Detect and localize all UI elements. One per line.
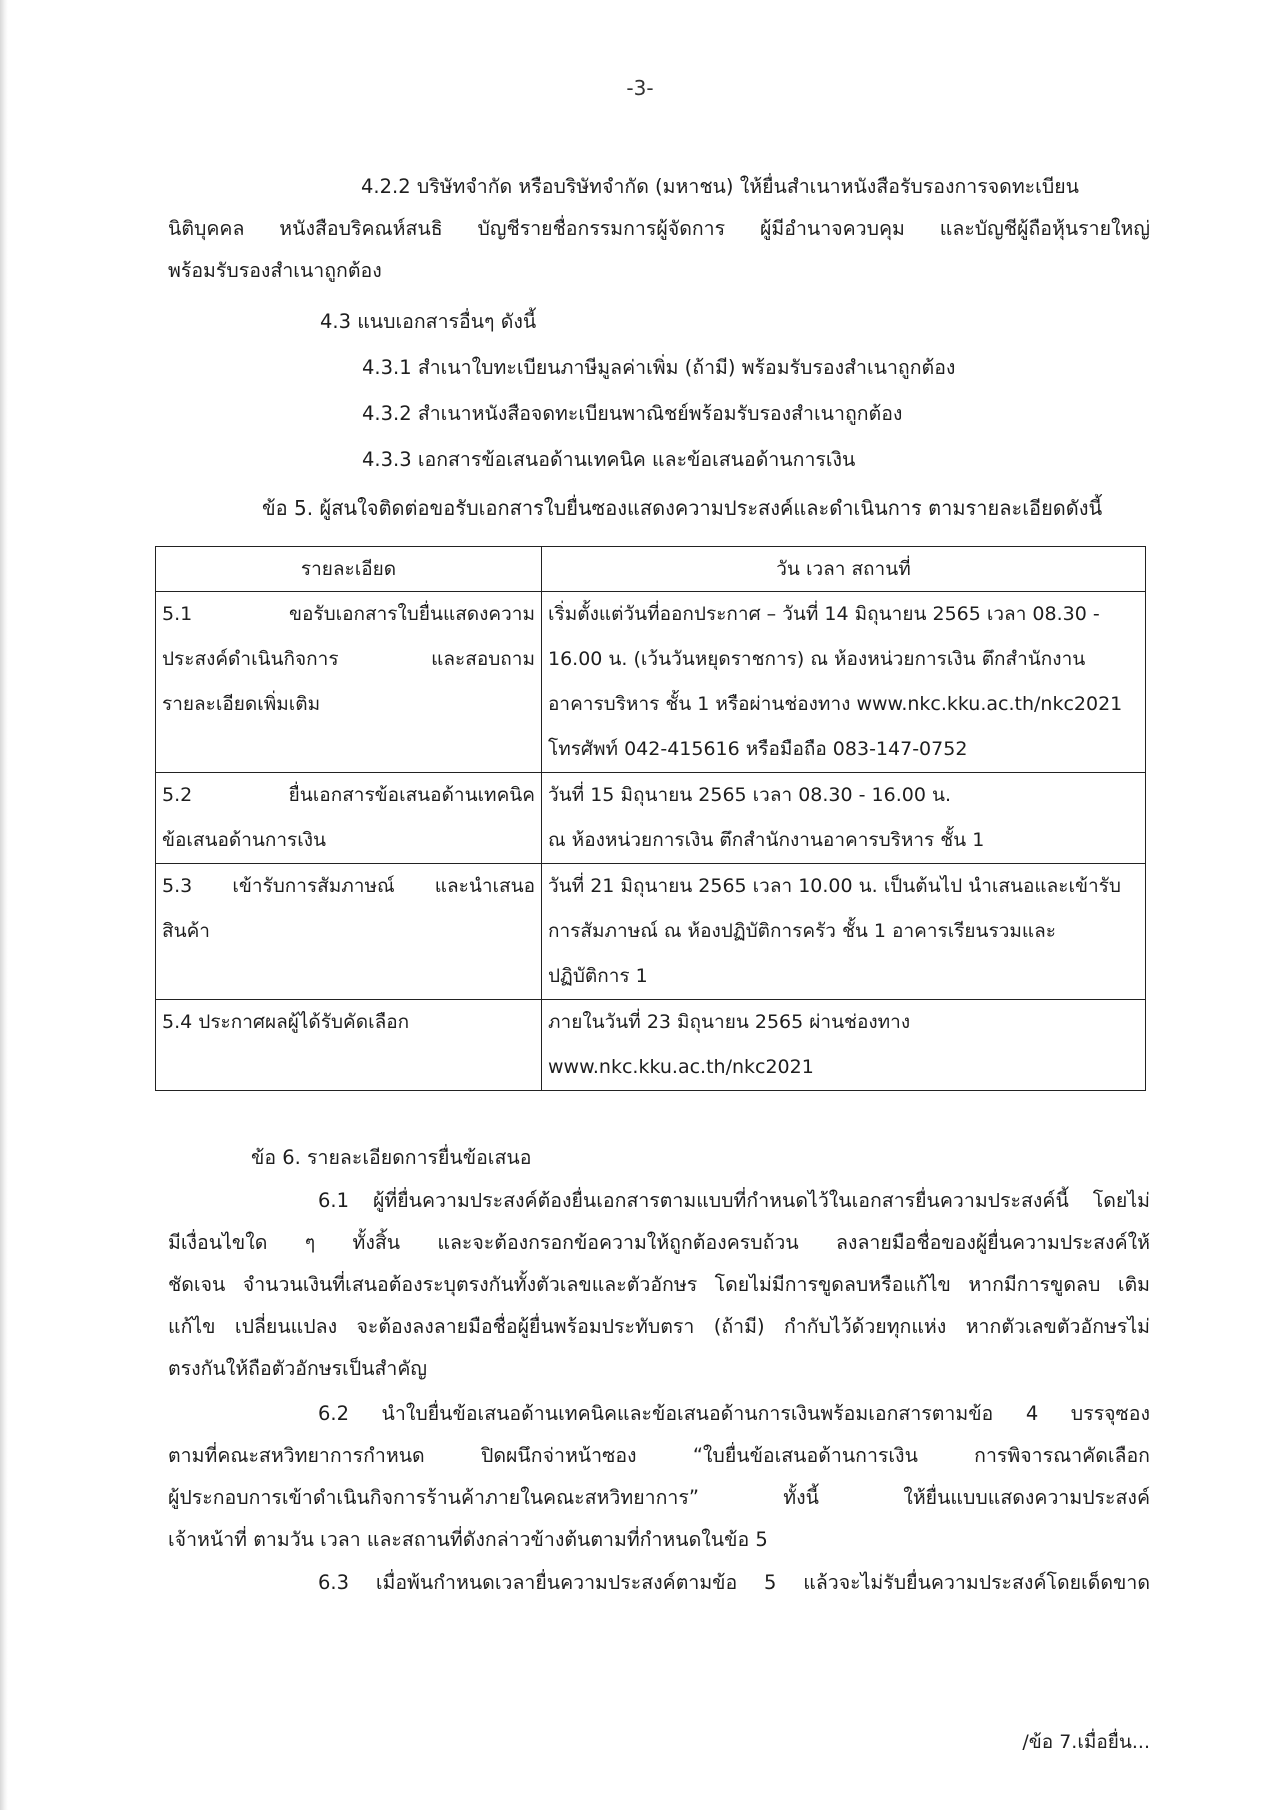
continuation-note: /ข้อ 7.เมื่อยื่น... [1022, 1731, 1150, 1753]
table-row [156, 773, 1146, 864]
table-cell-detail [156, 864, 542, 1000]
table-row [156, 1000, 1146, 1091]
paragraph-line: ชัดเจน จำนวนเงินที่เสนอต้องระบุตรงกันทั้งตัวเลขและตัวอักษร โดยไม่มีการขูดลบหรือแก้ไข หากมีการขูดลบ เติม [168, 1273, 1150, 1296]
paragraph-line: 6.3 เมื่อพ้นกำหนดเวลายื่นความประสงค์ตามข้อ 5 แล้วจะไม่รับยื่นความประสงค์โดยเด็ดขาด [318, 1571, 1150, 1594]
paragraph-line: 4.2.2 บริษัทจำกัด หรือบริษัทจำกัด (มหาชน) ให้ยื่นสำเนาหนังสือรับรองการจดทะเบียน [361, 175, 1079, 198]
paragraph-4-2-2 [168, 166, 1150, 292]
table-cell-detail [156, 592, 542, 773]
paragraph-line: แก้ไข เปลี่ยนแปลง จะต้องลงลายมือชื่อผู้ยื่นพร้อมประทับตรา (ถ้ามี) กำกับไว้ด้วยทุกแห่ง หากตัวเลขตัวอักษรไม่ [168, 1315, 1150, 1338]
cell-line: เริ่มตั้งแต่วันที่ออกประกาศ – วันที่ 14 มิถุนายน 2565 เวลา 08.30 - [548, 603, 1100, 625]
table-cell-when [542, 592, 1146, 773]
cell-line: 5.1 ขอรับเอกสารใบยื่นแสดงความ [162, 603, 535, 625]
cell-line: การสัมภาษณ์ ณ ห้องปฏิบัติการครัว ชั้น 1 อาคารเรียนรวมและ [548, 920, 1057, 942]
cell-line: ณ ห้องหน่วยการเงิน ตึกสำนักงานอาคารบริหาร ชั้น 1 [548, 829, 985, 851]
paragraph-line: 6.1 ผู้ที่ยื่นความประสงค์ต้องยื่นเอกสารตามแบบที่กำหนดไว้ในเอกสารยื่นความประสงค์นี้ โดยไม่ [318, 1189, 1150, 1212]
cell-line: 5.4 ประกาศผลผู้ได้รับคัดเลือก [162, 1011, 410, 1033]
paragraph-line: นิติบุคคล หนังสือบริคณห์สนธิ บัญชีรายชื่อกรรมการผู้จัดการ ผู้มีอำนาจควบคุม และบัญชีผู้ถือหุ้นรายใหญ่ [168, 217, 1150, 240]
cell-line: วันที่ 15 มิถุนายน 2565 เวลา 08.30 - 16.00 น. [548, 784, 951, 806]
table-cell-detail [156, 1000, 542, 1091]
paragraph-line: ตรงกันให้ถือตัวอักษรเป็นสำคัญ [168, 1357, 428, 1380]
table-header-when: วัน เวลา สถานที่ [542, 547, 1146, 592]
table-row [156, 592, 1146, 773]
item-4-3-2: 4.3.2 สำเนาหนังสือจดทะเบียนพาณิชย์พร้อมรับรองสำเนาถูกต้อง [362, 402, 903, 425]
cell-line: www.nkc.kku.ac.th/nkc2021 [548, 1056, 814, 1078]
paragraph-line: มีเงื่อนไขใด ๆ ทั้งสิ้น และจะต้องกรอกข้อความให้ถูกต้องครบถ้วน ลงลายมือชื่อของผู้ยื่นความประสงค์ให้ [168, 1231, 1150, 1254]
table-cell-when [542, 773, 1146, 864]
scan-edge [0, 0, 8, 1810]
paragraph-line: ตามที่คณะสหวิทยาการกำหนด ปิดผนึกจ่าหน้าซอง “ใบยื่นข้อเสนอด้านการเงิน การพิจารณาคัดเลือก [168, 1444, 1150, 1467]
section-5-heading: ข้อ 5. ผู้สนใจติดต่อขอรับเอกสารใบยื่นซองแสดงความประสงค์และดำเนินการ ตามรายละเอียดดังนี้ [262, 496, 1103, 520]
paragraph-6-1 [168, 1180, 1150, 1390]
cell-line: ประสงค์ดำเนินกิจการ และสอบถาม [162, 648, 535, 670]
cell-line: สินค้า [162, 920, 210, 942]
section-6-heading: ข้อ 6. รายละเอียดการยื่นข้อเสนอ [251, 1146, 532, 1169]
table-header-detail: รายละเอียด [156, 547, 542, 592]
cell-line: 5.2 ยื่นเอกสารข้อเสนอด้านเทคนิค [162, 784, 535, 806]
cell-line: วันที่ 21 มิถุนายน 2565 เวลา 10.00 น. เป็นต้นไป นำเสนอและเข้ารับ [548, 875, 1121, 897]
paragraph-line: ผู้ประกอบการเข้าดำเนินกิจการร้านค้าภายในคณะสหวิทยาการ” ทั้งนี้ ให้ยื่นแบบแสดงความประสงค์ [168, 1486, 1150, 1509]
cell-line: 16.00 น. (เว้นวันหยุดราชการ) ณ ห้องหน่วยการเงิน ตึกสำนักงาน [548, 648, 1086, 670]
paragraph-line: พร้อมรับรองสำเนาถูกต้อง [168, 259, 382, 282]
table-header-row [156, 547, 1146, 592]
cell-line: ปฏิบัติการ 1 [548, 965, 648, 987]
schedule-table [155, 546, 1146, 1091]
paragraph-6-2 [168, 1393, 1150, 1561]
table-cell-detail [156, 773, 542, 864]
page-number: -3- [626, 76, 654, 100]
table-cell-when [542, 1000, 1146, 1091]
cell-line: ภายในวันที่ 23 มิถุนายน 2565 ผ่านช่องทาง [548, 1011, 911, 1033]
item-4-3-3: 4.3.3 เอกสารข้อเสนอด้านเทคนิค และข้อเสนอด้านการเงิน [362, 448, 856, 471]
paragraph-line: เจ้าหน้าที่ ตามวัน เวลา และสถานที่ดังกล่าวข้างต้นตามที่กำหนดในข้อ 5 [168, 1528, 768, 1551]
item-4-3-1: 4.3.1 สำเนาใบทะเบียนภาษีมูลค่าเพิ่ม (ถ้ามี) พร้อมรับรองสำเนาถูกต้อง [362, 356, 956, 379]
cell-line: โทรศัพท์ 042-415616 หรือมือถือ 083-147-0752 [548, 738, 968, 760]
cell-line: ข้อเสนอด้านการเงิน [162, 829, 327, 851]
cell-line: 5.3 เข้ารับการสัมภาษณ์ และนำเสนอ [162, 875, 535, 897]
paragraph-line: 6.2 นำใบยื่นข้อเสนอด้านเทคนิคและข้อเสนอด้านการเงินพร้อมเอกสารตามข้อ 4 บรรจุซอง [318, 1402, 1150, 1425]
cell-line: อาคารบริหาร ชั้น 1 หรือผ่านช่องทาง www.nkc.kku.ac.th/nkc2021 [548, 693, 1123, 715]
cell-line: รายละเอียดเพิ่มเติม [162, 693, 321, 715]
paragraph-6-3 [318, 1562, 1150, 1604]
heading-4-3: 4.3 แนบเอกสารอื่นๆ ดังนี้ [320, 310, 537, 333]
table-row [156, 864, 1146, 1000]
table-cell-when [542, 864, 1146, 1000]
